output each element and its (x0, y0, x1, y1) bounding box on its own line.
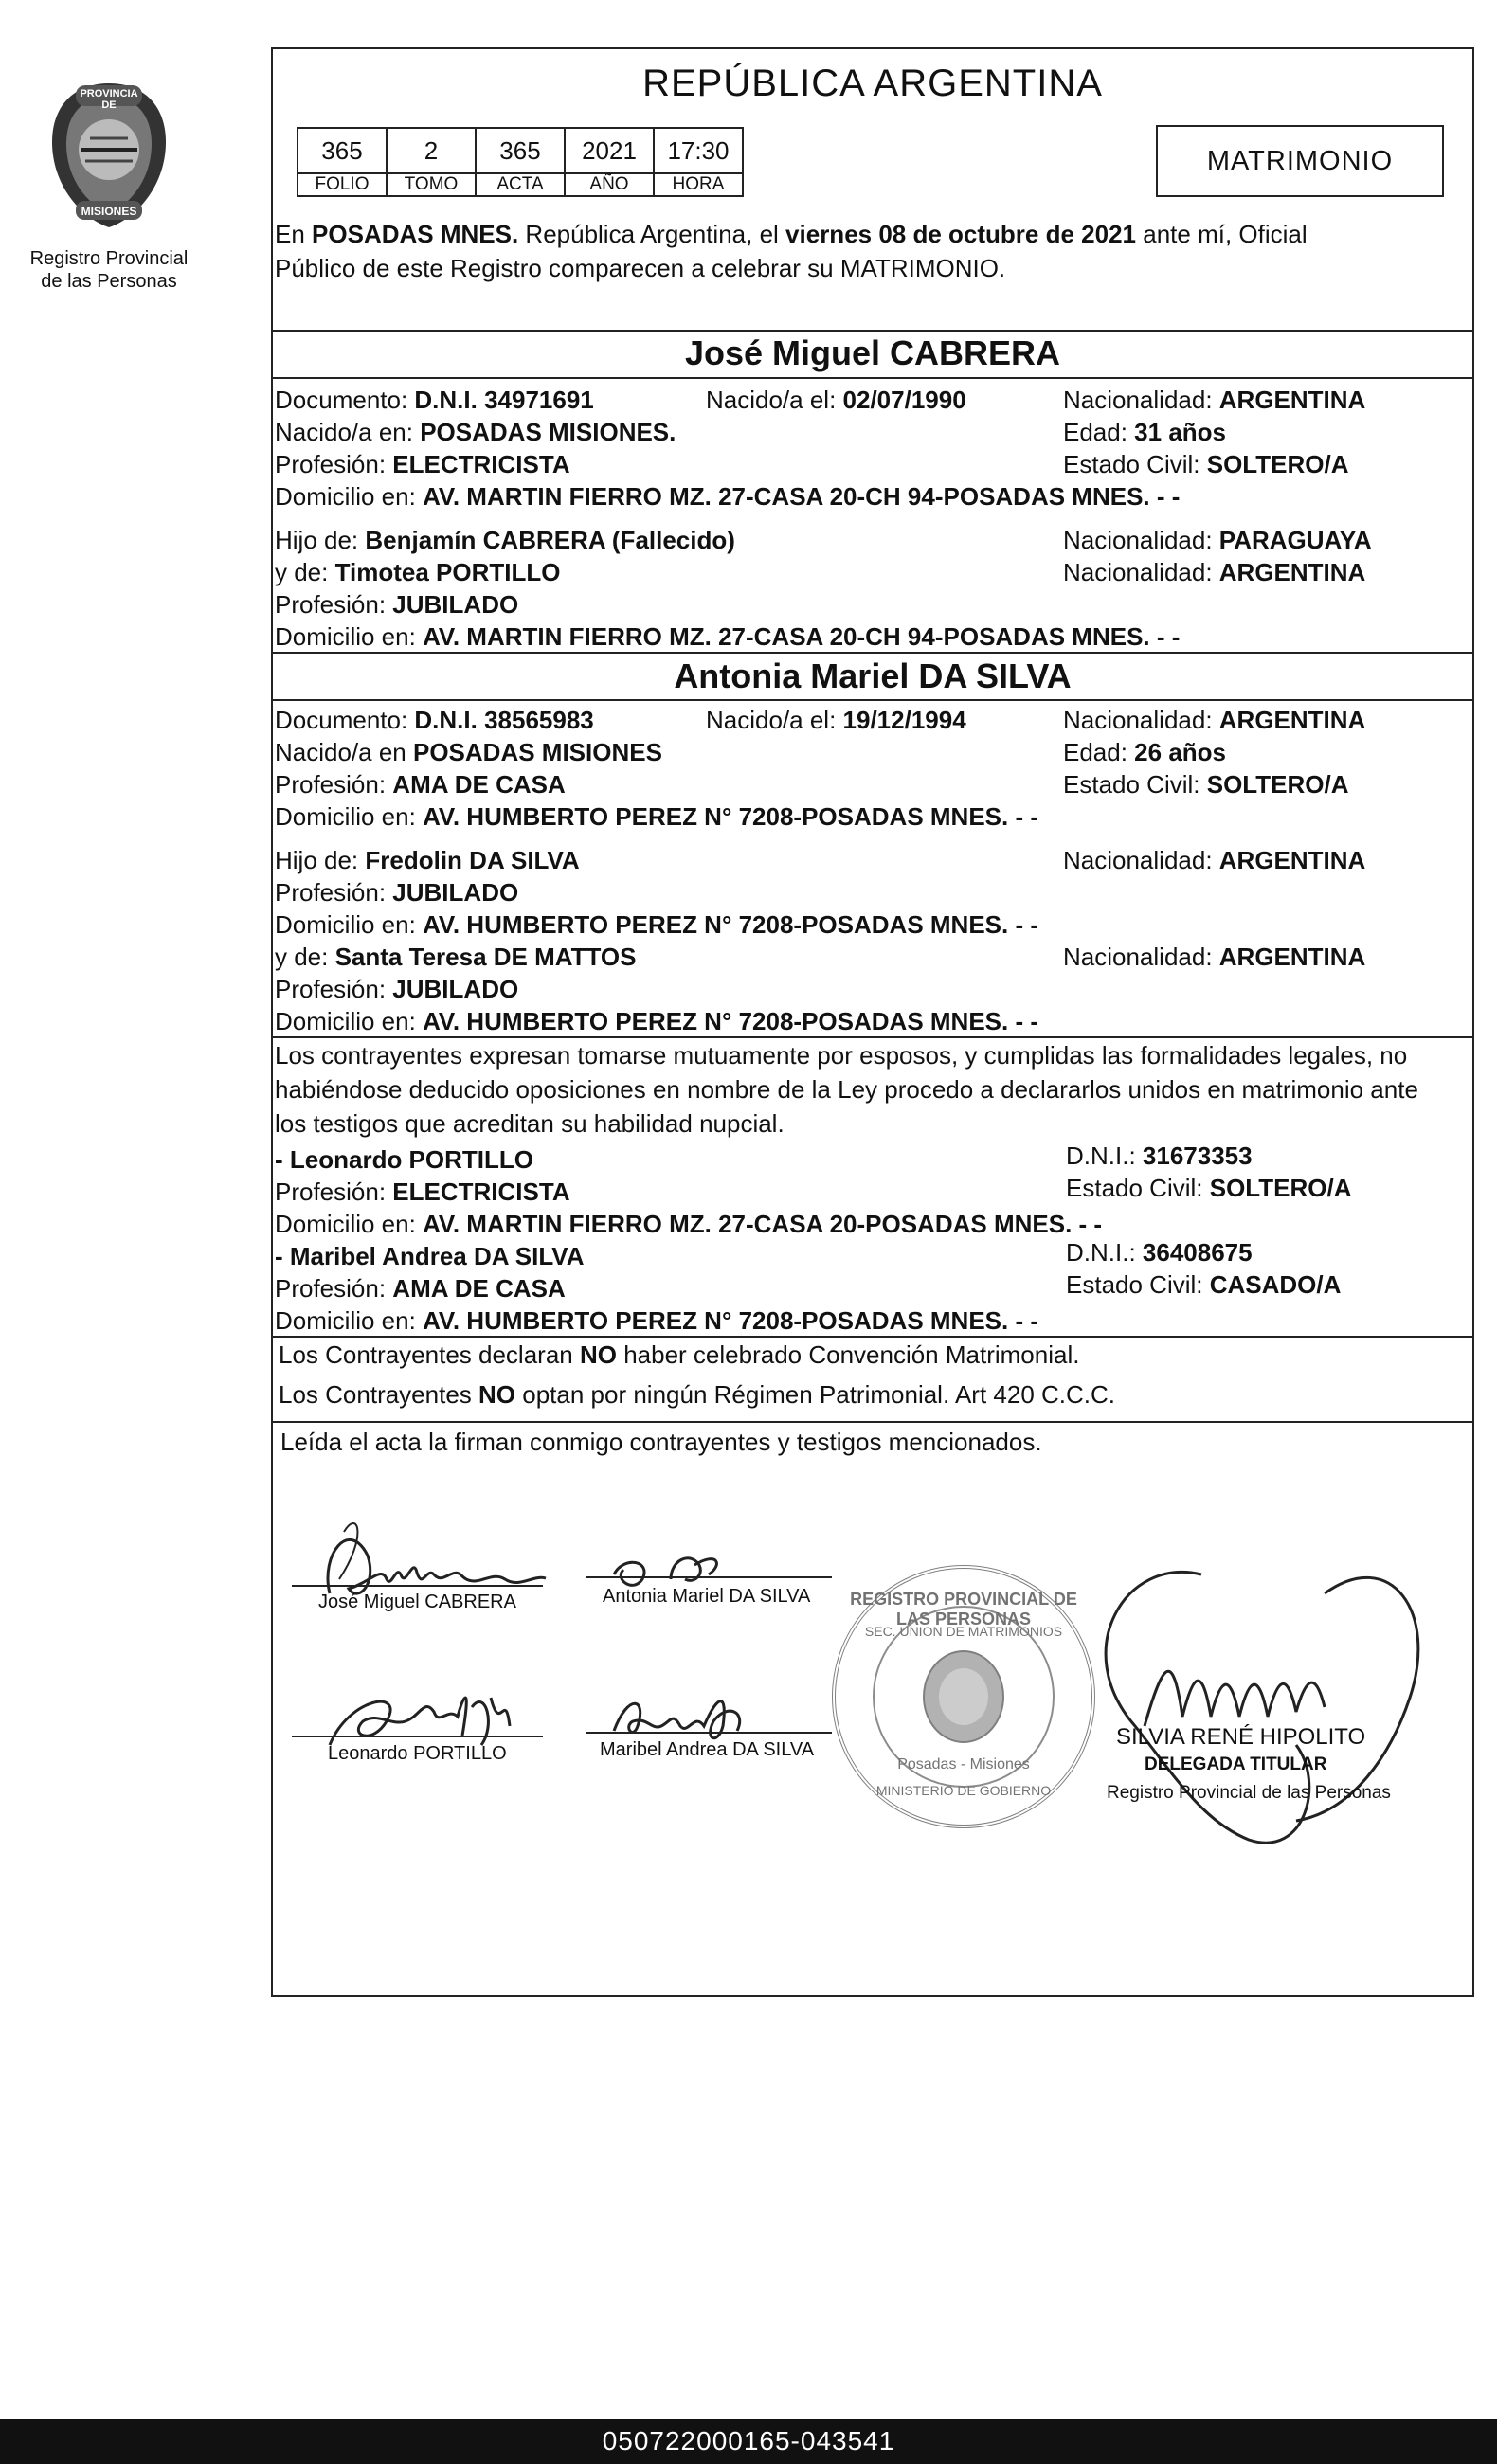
label: Nacido/a el: (706, 386, 843, 414)
bride-nationality (1063, 703, 1365, 737)
stamp-bottom-text: Posadas - Misiones (897, 1756, 1030, 1772)
value: - Leonardo PORTILLO (275, 1145, 533, 1174)
text: Los Contrayentes declaran (279, 1340, 580, 1369)
seal-bottom-text: MISIONES (81, 205, 137, 218)
value: 26 años (1134, 738, 1226, 766)
witness-2-signature-line (586, 1732, 832, 1734)
act-type-box: MATRIMONIO (1156, 125, 1444, 197)
value: AV. MARTIN FIERRO MZ. 27-CASA 20-POSADAS MNES. - - (423, 1210, 1103, 1238)
stamp-inner-text: SEC. UNION DE MATRIMONIOS (864, 1624, 1063, 1639)
groom-signature-icon (311, 1499, 595, 1650)
label: D.N.I.: (1066, 1238, 1143, 1267)
stamp-ministry-text: MINISTERIO DE GOBIERNO (875, 1783, 1052, 1798)
bride-father-profession (275, 875, 518, 909)
groom-age (1063, 415, 1226, 449)
witness-2-signature-icon (604, 1674, 794, 1750)
value: ARGENTINA (1218, 558, 1366, 586)
logo-caption-2: de las Personas (41, 271, 177, 292)
value: AV. HUMBERTO PEREZ N° 7208-POSADAS MNES. - - (423, 1007, 1038, 1035)
bride-address (275, 800, 1038, 834)
value: AV. HUMBERTO PEREZ N° 7208-POSADAS MNES. - - (423, 1306, 1038, 1335)
label: Domicilio en: (275, 1210, 424, 1238)
hour-value: 17:30 (654, 128, 743, 173)
label: Domicilio en: (275, 622, 424, 651)
groom-nationality (1063, 383, 1365, 417)
value: Santa Teresa DE MATTOS (334, 943, 637, 971)
value: SOLTERO/A (1206, 450, 1349, 478)
bride-father (275, 843, 580, 877)
value: AV. HUMBERTO PEREZ N° 7208-POSADAS MNES. - - (423, 802, 1038, 831)
footer-code: 050722000165-043541 (0, 2419, 1497, 2464)
witness-1-signature-name: Leonardo PORTILLO (328, 1743, 507, 1764)
label: Nacionalidad: (1063, 526, 1219, 554)
bride-civil-status (1063, 767, 1348, 801)
bride-birthplace (275, 735, 662, 769)
intro-date: viernes 08 de octubre de 2021 (785, 220, 1137, 248)
label: Estado Civil: (1063, 770, 1207, 799)
witness-1-civil-status (1066, 1171, 1351, 1205)
stamp-ring-text: REGISTRO PROVINCIAL DE LAS PERSONAS (850, 1590, 1077, 1628)
value: SOLTERO/A (1206, 770, 1349, 799)
value: 36408675 (1142, 1238, 1253, 1267)
divider (273, 699, 1472, 701)
official-signature-icon (1012, 1537, 1448, 1878)
label: y de: (275, 558, 335, 586)
intro-place: POSADAS MNES. (312, 220, 519, 248)
declaration-line-3: los testigos que acreditan su habilidad nupcial. (275, 1109, 785, 1138)
label: Profesión: (275, 878, 393, 907)
value: ARGENTINA (1218, 943, 1366, 971)
intro-line-1 (275, 217, 1308, 251)
label: Edad: (1063, 738, 1135, 766)
value: 31673353 (1142, 1142, 1253, 1170)
label: Profesión: (275, 1178, 393, 1206)
official-name: SILVIA RENÉ HIPOLITO (1116, 1724, 1366, 1750)
bride-father-address (275, 908, 1038, 942)
regime-line-1 (279, 1338, 1079, 1372)
value: CASADO/A (1209, 1270, 1342, 1299)
groom-address (275, 479, 1180, 513)
text: haber celebrado Convención Matrimonial. (616, 1340, 1080, 1369)
witness-1-address (275, 1207, 1102, 1241)
label: Domicilio en: (275, 910, 424, 939)
value: ARGENTINA (1218, 706, 1366, 734)
marriage-certificate (271, 47, 1474, 1997)
groom-father-nationality (1063, 523, 1372, 557)
groom-mother (275, 555, 560, 589)
acta-value: 365 (476, 128, 565, 173)
witness-2-dni (1066, 1235, 1253, 1269)
text: NO (579, 1340, 617, 1369)
value: ELECTRICISTA (392, 450, 570, 478)
groom-parents-profession (275, 587, 518, 621)
bride-mother (275, 940, 636, 974)
official-role: DELEGADA TITULAR (1145, 1754, 1327, 1774)
groom-doc (275, 383, 594, 417)
bride-signature-line (586, 1576, 832, 1578)
value: AV. MARTIN FIERRO MZ. 27-CASA 20-CH 94-POSADAS MNES. - - (423, 482, 1181, 511)
declaration-line-1: Los contrayentes expresan tomarse mutuamente por esposos, y cumplidas las formalidades legales, no (275, 1041, 1408, 1070)
bride-doc (275, 703, 594, 737)
witness-1-dni (1066, 1139, 1253, 1173)
value: JUBILADO (392, 878, 519, 907)
intro-text: En (275, 220, 313, 248)
groom-mother-nationality (1063, 555, 1365, 589)
groom-signature-name: José Miguel CABRERA (318, 1592, 516, 1612)
groom-birthplace (275, 415, 676, 449)
witness-1-profession (275, 1175, 570, 1209)
bride-age (1063, 735, 1226, 769)
value: SOLTERO/A (1209, 1174, 1352, 1202)
value: JUBILADO (392, 975, 519, 1003)
value: Timotea PORTILLO (334, 558, 561, 586)
label: Domicilio en: (275, 1306, 424, 1335)
groom-signature-line (292, 1585, 543, 1587)
value: Benjamín CABRERA (Fallecido) (365, 526, 735, 554)
label: Domicilio en: (275, 482, 424, 511)
closing-text: Leída el acta la firman conmigo contrayentes y testigos mencionados. (280, 1428, 1042, 1456)
label: Hijo de: (275, 526, 366, 554)
label: Profesión: (275, 770, 393, 799)
folio-label: FOLIO (298, 173, 387, 196)
groom-civil-status (1063, 447, 1348, 481)
groom-father (275, 523, 735, 557)
seal-top-text: PROVINCIA DE (80, 88, 138, 111)
value: POSADAS MISIONES. (420, 418, 676, 446)
witness-2-civil-status (1066, 1268, 1341, 1302)
register-table (297, 127, 744, 197)
label: Nacido/a en: (275, 418, 421, 446)
label: D.N.I.: (1066, 1142, 1143, 1170)
label: Documento: (275, 386, 415, 414)
year-label: AÑO (565, 173, 654, 196)
divider (273, 330, 1472, 332)
groom-profession (275, 447, 570, 481)
label: Nacionalidad: (1063, 846, 1219, 874)
regime-line-2 (279, 1377, 1115, 1412)
witness-1-name (275, 1142, 533, 1177)
value: 19/12/1994 (842, 706, 966, 734)
intro-text: República Argentina, el (518, 220, 786, 248)
witness-2-profession (275, 1271, 566, 1305)
bride-born (706, 703, 966, 737)
label: y de: (275, 943, 335, 971)
value: ARGENTINA (1218, 386, 1366, 414)
value: AV. HUMBERTO PEREZ N° 7208-POSADAS MNES. - - (423, 910, 1038, 939)
label: Nacionalidad: (1063, 386, 1219, 414)
label: Domicilio en: (275, 1007, 424, 1035)
text: optan por ningún Régimen Patrimonial. Art 420 C.C.C. (515, 1380, 1116, 1409)
label: Profesión: (275, 1274, 393, 1303)
declaration-line-2: habiéndose deducido oposiciones en nombre de la Ley procedo a declararlos unidos en matrimonio ante (275, 1075, 1418, 1104)
page-title: REPÚBLICA ARGENTINA (642, 63, 1103, 104)
bride-profession (275, 767, 566, 801)
hour-label: HORA (654, 173, 743, 196)
value: 31 años (1134, 418, 1226, 446)
divider (273, 1421, 1472, 1423)
value: AMA DE CASA (392, 1274, 566, 1303)
bride-mother-nationality (1063, 940, 1365, 974)
bride-mother-address (275, 1004, 1038, 1038)
groom-name: José Miguel CABRERA (684, 333, 1061, 372)
label: Hijo de: (275, 846, 366, 874)
value: JUBILADO (392, 590, 519, 619)
value: D.N.I. 34971691 (414, 386, 594, 414)
acta-label: ACTA (476, 173, 565, 196)
label: Estado Civil: (1063, 450, 1207, 478)
value: PARAGUAYA (1218, 526, 1372, 554)
value: AV. MARTIN FIERRO MZ. 27-CASA 20-CH 94-POSADAS MNES. - - (423, 622, 1181, 651)
bride-father-nationality (1063, 843, 1365, 877)
label: Profesión: (275, 590, 393, 619)
groom-born (706, 383, 966, 417)
text: NO (478, 1380, 516, 1409)
witness-1-signature-line (292, 1736, 543, 1737)
folio-value: 365 (298, 128, 387, 173)
year-value: 2021 (565, 128, 654, 173)
tomo-label: TOMO (387, 173, 476, 196)
witness-2-signature-name: Maribel Andrea DA SILVA (600, 1739, 815, 1760)
label: Domicilio en: (275, 802, 424, 831)
bride-mother-profession (275, 972, 518, 1006)
label: Nacionalidad: (1063, 558, 1219, 586)
label: Profesión: (275, 450, 393, 478)
value: AMA DE CASA (392, 770, 566, 799)
value: D.N.I. 38565983 (414, 706, 594, 734)
label: Estado Civil: (1066, 1270, 1210, 1299)
logo-caption-1: Registro Provincial (29, 248, 189, 269)
label: Nacido/a en (275, 738, 413, 766)
bride-name: Antonia Mariel DA SILVA (674, 656, 1072, 695)
text: Los Contrayentes (279, 1380, 479, 1409)
official-office: Registro Provincial de las Personas (1107, 1783, 1391, 1803)
label: Estado Civil: (1066, 1174, 1210, 1202)
witness-2-address (275, 1304, 1038, 1338)
value: 02/07/1990 (842, 386, 966, 414)
value: POSADAS MISIONES (412, 738, 662, 766)
label: Nacionalidad: (1063, 943, 1219, 971)
divider (273, 652, 1472, 654)
divider (273, 377, 1472, 379)
groom-parents-address (275, 620, 1180, 654)
label: Nacionalidad: (1063, 706, 1219, 734)
intro-text: ante mí, Oficial (1136, 220, 1308, 248)
value: - Maribel Andrea DA SILVA (275, 1242, 585, 1270)
province-logo (38, 76, 180, 237)
value: Fredolin DA SILVA (365, 846, 580, 874)
bride-signature-name: Antonia Mariel DA SILVA (603, 1586, 811, 1607)
label: Edad: (1063, 418, 1135, 446)
value: ARGENTINA (1218, 846, 1366, 874)
intro-line-2: Público de este Registro comparecen a celebrar su MATRIMONIO. (275, 254, 1006, 282)
witness-2-name (275, 1239, 585, 1273)
label: Nacido/a el: (706, 706, 843, 734)
label: Documento: (275, 706, 415, 734)
label: Profesión: (275, 975, 393, 1003)
tomo-value: 2 (387, 128, 476, 173)
value: ELECTRICISTA (392, 1178, 570, 1206)
